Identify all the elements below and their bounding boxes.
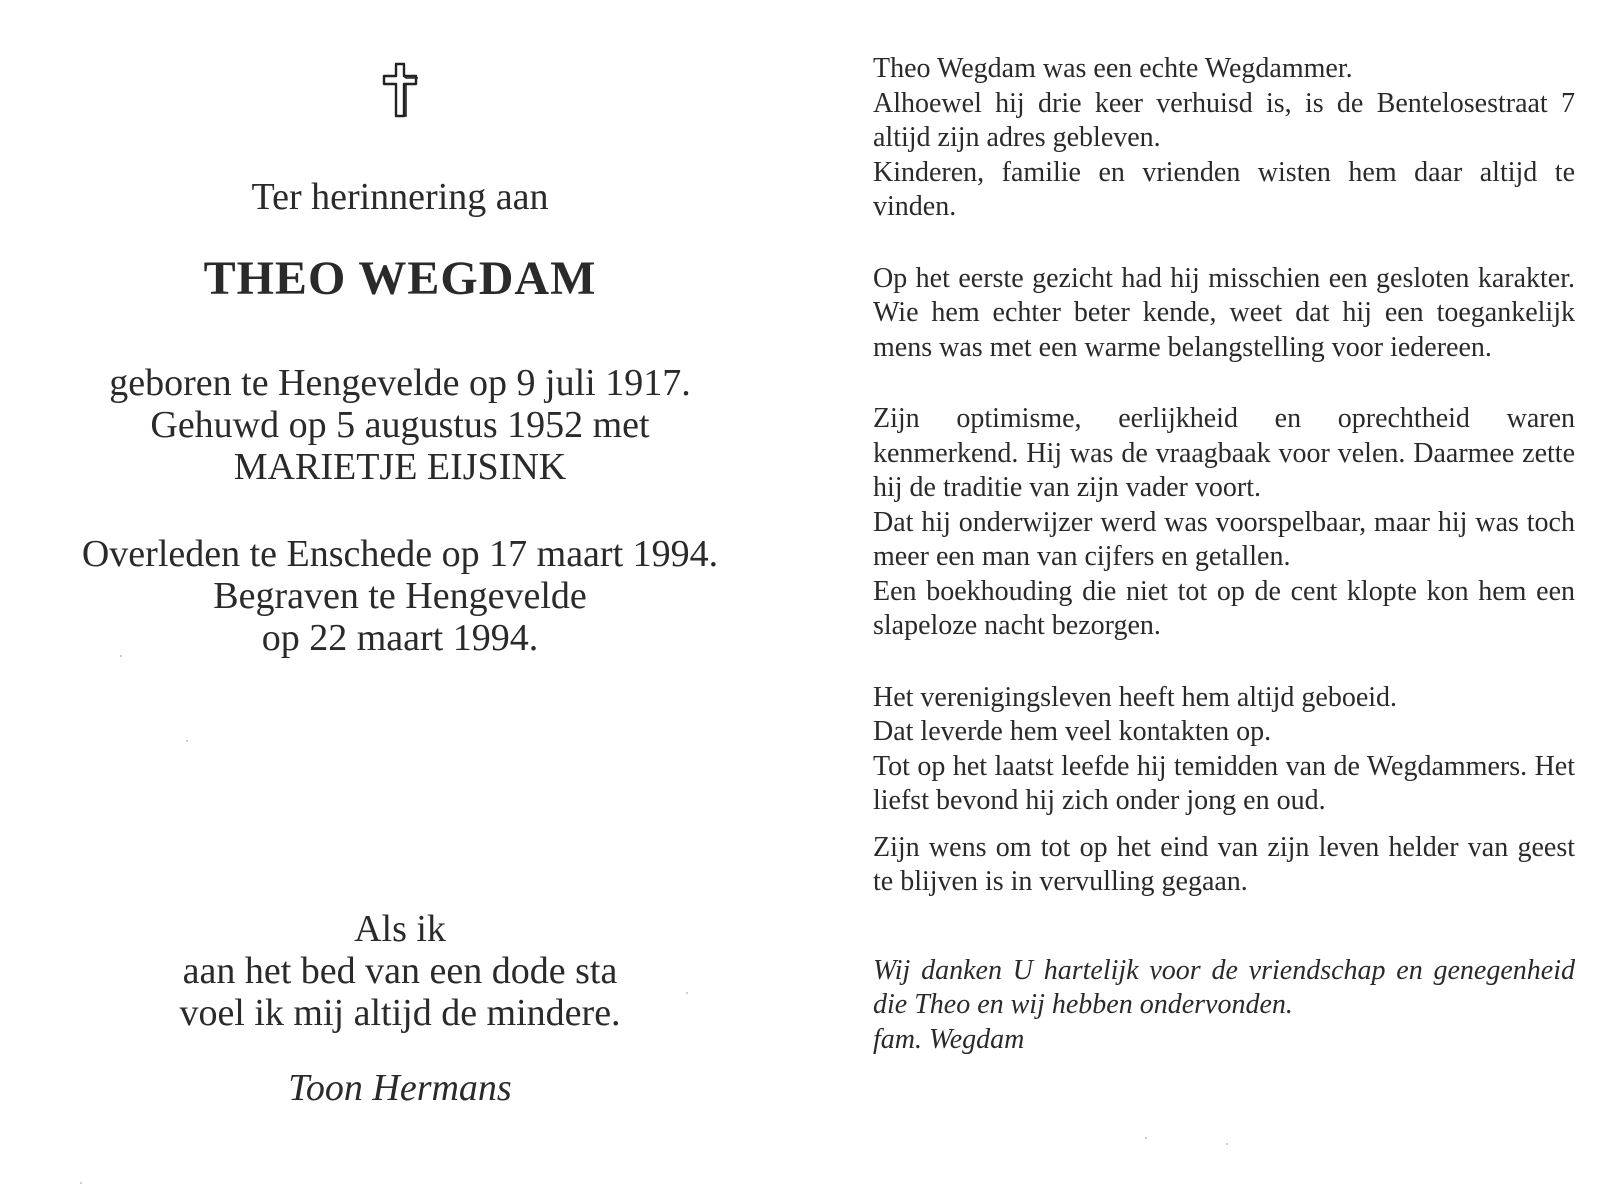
latin-cross-icon	[380, 62, 420, 118]
poem-author: Toon Hermans	[288, 1067, 512, 1109]
deceased-name: THEO WEGDAM	[203, 252, 597, 305]
death-line: Overleden te Enschede op 17 maart 1994.	[81, 533, 719, 575]
paragraph: Dat leverde hem veel kontakten op.	[873, 716, 1272, 747]
paragraph: Kinderen, familie en vrienden wisten hem daar altijd te vinden.	[873, 156, 1575, 222]
paragraph: Tot op het laatst leefde hij temidden van de Wegdammers. Het liefst bevond hij zich onder jong en oud.	[873, 750, 1575, 816]
scan-speck	[686, 992, 688, 994]
paragraph: Theo Wegdam was een echte Wegdammer.	[873, 53, 1353, 84]
scan-speck	[120, 655, 122, 657]
poem	[30, 908, 770, 1034]
paragraph: Zijn optimisme, eerlijkheid en oprechtheid waren kenmerkend. Hij was de vraagbaak voor velen. Daarmee zette hij de traditie van zijn vader voort.	[873, 403, 1575, 503]
left-panel	[30, 40, 770, 1160]
spouse-name: MARIETJE EIJSINK	[233, 446, 567, 488]
poem-line: Als ik	[354, 908, 446, 950]
paragraph: Alhoewel hij drie keer verhuisd is, is de Bentelosestraat 7 altijd zijn adres gebleven.	[873, 87, 1575, 153]
paragraph: Een boekhouding die niet tot op de cent klopte kon hem een slapeloze nacht bezorgen.	[873, 575, 1575, 641]
burial-date-line: op 22 maart 1994.	[261, 617, 539, 659]
paragraph: Op het eerste gezicht had hij misschien een gesloten karakter. Wie hem echter beter kende, weet dat hij een toegankelijk mens was met een warme belangstelling voor iedereen.	[873, 262, 1575, 363]
burial-line: Begraven te Hengevelde	[213, 575, 587, 617]
poem-line: voel ik mij altijd de mindere.	[179, 992, 621, 1034]
birth-marriage-block	[30, 362, 770, 488]
paragraph: Het verenigingsleven heeft hem altijd geboeid.	[873, 681, 1398, 713]
paragraph: Dat hij onderwijzer werd was voorspelbaar, maar hij was toch meer een man van cijfers en getallen.	[873, 506, 1575, 572]
right-panel	[873, 52, 1575, 1057]
thanks-text: Wij danken U hartelijk voor de vriendschap en genegenheid die Theo en wij hebben ondervonden.	[873, 954, 1575, 1020]
scan-speck	[80, 1182, 82, 1184]
scan-speck	[1226, 1143, 1228, 1145]
family-signoff: fam. Wegdam	[873, 1023, 1025, 1055]
poem-line: aan het bed van een dode sta	[182, 950, 618, 992]
death-burial-block	[30, 533, 770, 659]
birth-line: geboren te Hengevelde op 9 juli 1917.	[109, 362, 691, 404]
paragraph: Zijn wens om tot op het eind van zijn leven helder van geest te blijven is in vervulling gegaan.	[873, 831, 1575, 897]
scan-speck	[186, 740, 188, 742]
scan-speck	[1145, 1137, 1147, 1139]
marriage-line: Gehuwd op 5 augustus 1952 met	[150, 404, 650, 446]
intro-text: Ter herinnering aan	[251, 176, 549, 218]
